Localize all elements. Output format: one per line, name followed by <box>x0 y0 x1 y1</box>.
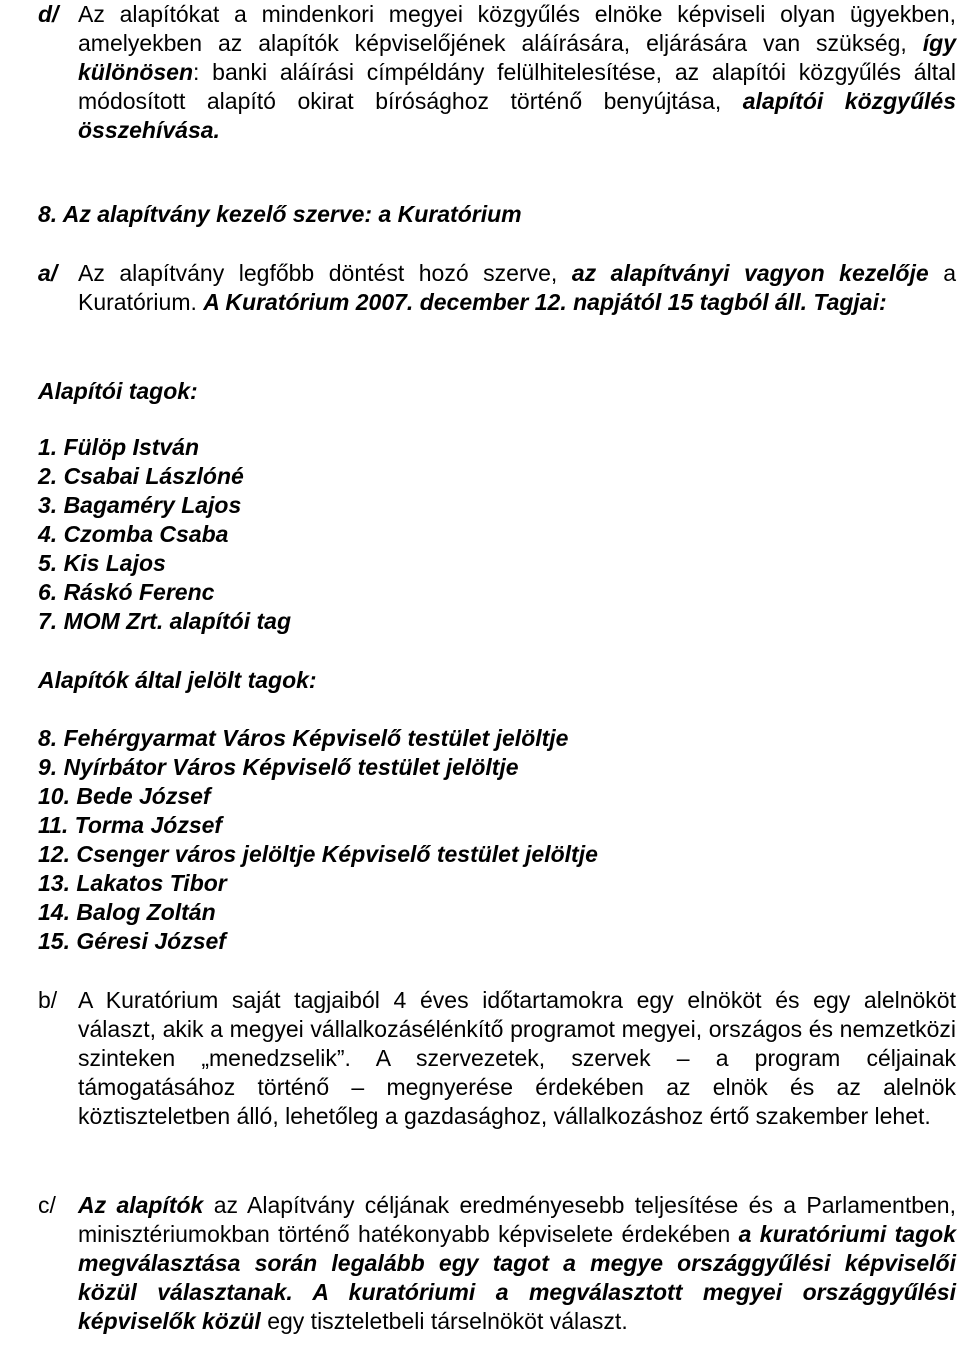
section-a-paragraph <box>78 259 956 317</box>
section-c-paragraph <box>78 1191 956 1336</box>
section-d-marker: d/ <box>38 1 59 27</box>
list-item: 14. Balog Zoltán <box>38 899 216 925</box>
list-item: 9. Nyírbátor Város Képviselő testület jelöltje <box>38 754 519 780</box>
section-b-marker: b/ <box>38 987 58 1013</box>
list-item: 15. Géresi József <box>38 928 226 954</box>
section-d-emphasis-2: alapítói közgyűlés összehívása. <box>78 88 956 143</box>
list-item: 6. Ráskó Ferenc <box>38 579 215 605</box>
list-item: 4. Czomba Csaba <box>38 521 229 547</box>
section-a-text-2: a Kuratórium. <box>78 260 956 315</box>
section-b-paragraph: A Kuratórium saját tagjaiból 4 éves időtartamokra egy elnököt és egy alelnököt választ, akik a megyei vállalkozásélénkítő programot megyei, országos és nemzetközi szinteken „menedzselik”. A szervezetek, szervek – a program céljainak támogatásához történő – megnyerése érdekében az elnök és az alelnök köztiszteletben álló, lehetőleg a gazdasághoz, vállalkozáshoz értő szakember lehet. <box>78 987 956 1129</box>
section-d-emphasis-1: így különösen <box>78 30 956 85</box>
nominated-members-list <box>38 724 598 956</box>
list-item: 12. Csenger város jelöltje Képviselő testület jelöltje <box>38 841 598 867</box>
list-item: 3. Bagaméry Lajos <box>38 492 242 518</box>
section-c-emphasis-2: a kuratóriumi tagok megválasztása során legalább egy tagot a megye országgyűlési képviselői közül választanak. A kuratóriumi a megválasztott megyei országgyűlési képviselők közül <box>78 1221 956 1334</box>
list-item: 1. Fülöp István <box>38 434 200 460</box>
section-c-text-1: az Alapítvány céljának eredményesebb teljesítése és a Parlamentben, minisztériumokban történő hatékonyabb képviselete érdekében <box>78 1192 956 1247</box>
list-item: 11. Torma József <box>38 812 223 838</box>
list-item: 7. MOM Zrt. alapítói tag <box>38 608 292 634</box>
list-item: 13. Lakatos Tibor <box>38 870 227 896</box>
section-d-text-2: : banki aláírási címpéldány felülhitelesítése, az alapítói közgyűlés által módosított alapító okirat bírósághoz történő benyújtása, <box>78 59 956 114</box>
section-a-text-1: Az alapítvány legfőbb döntést hozó szerve, <box>78 260 572 286</box>
section-d-paragraph <box>78 0 956 145</box>
list-item: 8. Fehérgyarmat Város Képviselő testület jelöltje <box>38 725 569 751</box>
list-item: 10. Bede József <box>38 783 211 809</box>
founding-members-list <box>38 433 291 636</box>
section-a-marker: a/ <box>38 260 58 286</box>
founding-members-title: Alapítói tagok: <box>38 378 198 404</box>
nominated-members-title: Alapítók által jelölt tagok: <box>38 667 317 693</box>
section-a-emphasis-1: az alapítványi vagyon kezelője <box>571 260 929 286</box>
section-a-emphasis-2: A Kuratórium 2007. december 12. napjától 15 tagból áll. Tagjai: <box>203 289 887 315</box>
section-c-marker: c/ <box>38 1192 56 1218</box>
section-8-heading: 8. Az alapítvány kezelő szerve: a Kuratórium <box>38 201 522 227</box>
list-item: 5. Kis Lajos <box>38 550 166 576</box>
section-c-text-2: egy tiszteletbeli társelnököt választ. <box>260 1308 628 1334</box>
section-d-text-1: Az alapítókat a mindenkori megyei közgyűlés elnöke képviseli olyan ügyekben, amelyekben az alapítók képviselőjének aláírására, eljárására van szükség, <box>78 1 956 56</box>
section-c-emphasis-1: Az alapítók <box>78 1192 204 1218</box>
list-item: 2. Csabai Lászlóné <box>38 463 244 489</box>
